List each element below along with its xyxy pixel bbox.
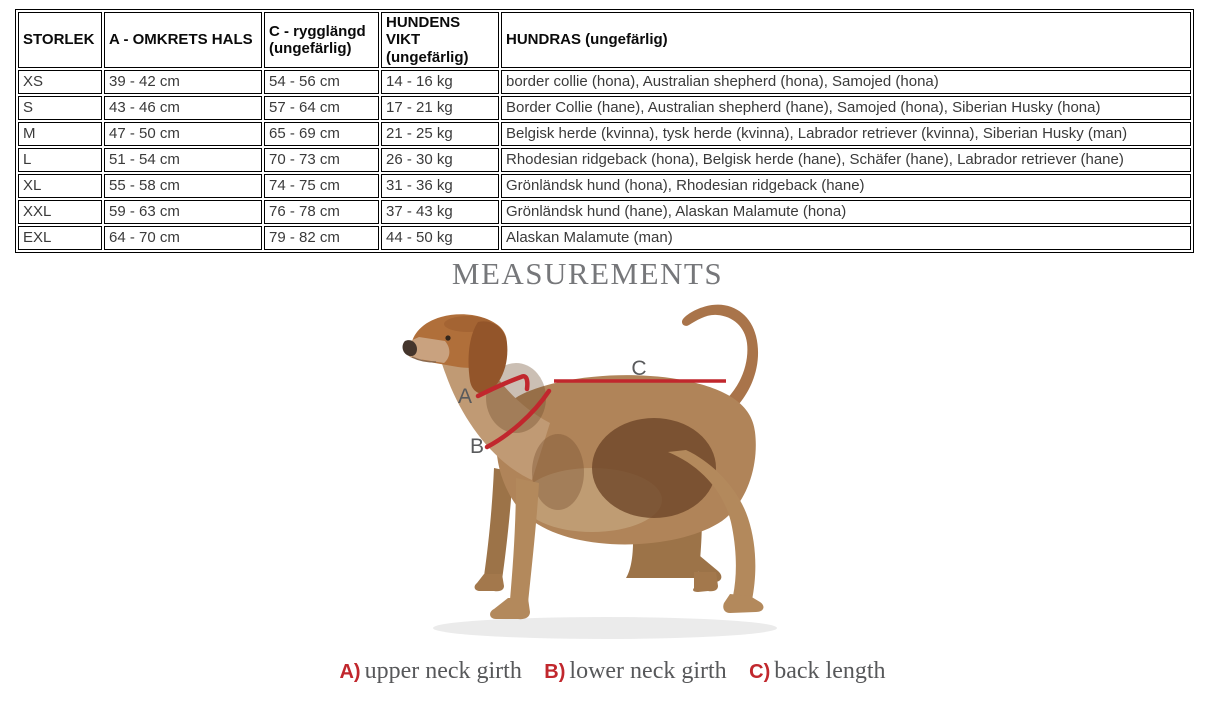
cell-size: EXL [18,226,102,250]
cell-weight: 26 - 30 kg [381,148,499,172]
cell-weight: 17 - 21 kg [381,96,499,120]
cell-breeds: Belgisk herde (kvinna), tysk herde (kvinna), Labrador retriever (kvinna), Siberian Husky (man) [501,122,1191,146]
column-header-neck: A - OMKRETS HALS [104,12,262,68]
measurement-legend [7,653,1211,692]
dog-photo [403,305,764,620]
legend-item-a [339,658,526,684]
cell-breeds: Grönländsk hund (hona), Rhodesian ridgeback (hane) [501,174,1191,198]
cell-neck: 59 - 63 cm [104,200,262,224]
cell-breeds: Alaskan Malamute (man) [501,226,1191,250]
cell-neck: 47 - 50 cm [104,122,262,146]
cell-weight: 21 - 25 kg [381,122,499,146]
dog-measurement-diagram [393,296,805,648]
cell-size: XS [18,70,102,94]
cell-breeds: Grönländsk hund (hane), Alaskan Malamute (hona) [501,200,1191,224]
table-row [18,70,1191,94]
cell-back: 70 - 73 cm [264,148,379,172]
legend-key-c: C) [749,661,771,683]
cell-neck: 39 - 42 cm [104,70,262,94]
cell-size: L [18,148,102,172]
cell-size: M [18,122,102,146]
size-chart-table [15,9,1194,253]
cell-neck: 43 - 46 cm [104,96,262,120]
cell-weight: 31 - 36 kg [381,174,499,198]
cell-back: 54 - 56 cm [264,70,379,94]
cell-size: XL [18,174,102,198]
cell-breeds: Border Collie (hane), Australian shepherd (hane), Samojed (hona), Siberian Husky (hona) [501,96,1191,120]
dog-eye [445,335,450,340]
cell-breeds: border collie (hona), Australian shepherd (hona), Samojed (hona) [501,70,1191,94]
column-header-size: STORLEK [18,12,102,68]
cell-neck: 51 - 54 cm [104,148,262,172]
legend-label-a: upper neck girth [364,658,522,684]
legend-item-c [749,658,886,684]
column-header-back: C - rygglängd (ungefärlig) [264,12,379,68]
cell-back: 79 - 82 cm [264,226,379,250]
point-label-a: A [457,385,472,408]
cell-weight: 37 - 43 kg [381,200,499,224]
cell-breeds: Rhodesian ridgeback (hona), Belgisk herde (hane), Schäfer (hane), Labrador retriever (hane) [501,148,1191,172]
table-row [18,226,1191,250]
cell-neck: 55 - 58 cm [104,174,262,198]
cell-back: 57 - 64 cm [264,96,379,120]
table-header-row [18,12,1191,68]
table-row [18,96,1191,120]
cell-weight: 44 - 50 kg [381,226,499,250]
cell-back: 74 - 75 cm [264,174,379,198]
column-header-breeds: HUNDRAS (ungefärlig) [501,12,1191,68]
legend-item-b [544,658,731,684]
legend-label-c: back length [774,658,886,684]
cell-size: S [18,96,102,120]
cell-size: XXL [18,200,102,224]
point-label-c: C [631,357,647,380]
table-row [18,148,1191,172]
table-row [18,122,1191,146]
table-row [18,200,1191,224]
legend-key-b: B) [544,661,566,683]
cell-back: 76 - 78 cm [264,200,379,224]
column-header-weight: HUNDENS VIKT (ungefärlig) [381,12,499,68]
table-row [18,174,1191,198]
cell-neck: 64 - 70 cm [104,226,262,250]
measurements-title: MEASUREMENTS [451,256,724,291]
cell-back: 65 - 69 cm [264,122,379,146]
point-label-b: B [469,435,484,458]
cell-weight: 14 - 16 kg [381,70,499,94]
legend-key-a: A) [339,661,361,683]
dog-shadow [433,617,777,639]
legend-label-b: lower neck girth [569,658,727,684]
